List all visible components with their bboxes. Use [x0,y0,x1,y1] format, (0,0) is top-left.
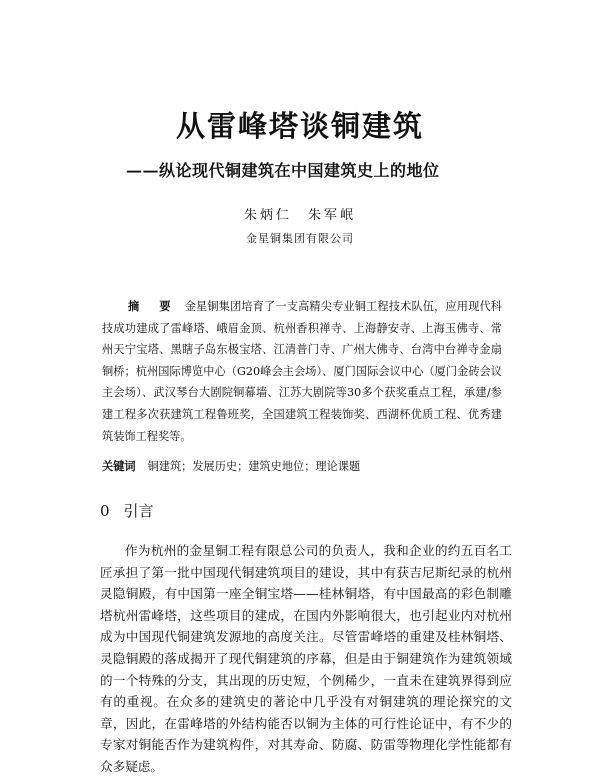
keywords-text: 铜建筑；发展历史；建筑史地位；理论课题 [147,460,361,473]
section-heading [100,500,400,521]
section-title: 引言 [123,502,154,520]
author-names: 朱炳仁 朱军岷 [243,208,356,223]
body-paragraph: 作为杭州的金星铜工程有限总公司的负责人，我和企业的约五百名工匠承担了第一批中国现代铜建筑项目的建设，其中有获吉尼斯纪录的杭州灵隐铜殿，有中国第一座全铜宝塔——桂林铜塔，有中国最高的彩色制雕塔杭州雷峰塔，这些项目的建成，在国内外影响很大，也引起业内对杭州成为中国现代铜建筑发源地的高度关注。尽管雷峰塔的重建及桂林铜塔、灵隐铜殿的落成揭开了现代铜建筑的序幕，但是由于铜建筑作为建筑领域的一个特殊的分支，其出现的历史短，个例稀少，一直未在建筑界得到应有的重视。在众多的建筑史的著论中几乎没有对铜建筑的理论探究的文章，因此，在雷峰塔的外结构能否以铜为主体的可行性论证中，有不少的专家对铜能否作为建筑构件，对其寿命、防腐、防雷等物理化学性能都有众多疑虑。 [100,543,512,774]
section-number: 0 [100,502,110,520]
abstract [102,296,502,447]
keywords [102,458,522,474]
keywords-label: 关键词 [102,459,136,473]
abstract-text: 金星铜集团培育了一支高精尖专业铜工程技术队伍，应用现代科技成功建成了雷峰塔、峨眉金顶、杭州香积禅寺、上海静安寺、上海玉佛寺、常州天宁宝塔、黑瞎子岛东极宝塔、江清普门寺、广州大佛寺、台湾中台禅寺金扇铜桥；杭州国际博览中心（G20峰会主会场）、厦门国际会议中心（厦门金砖会议主会场）、武汉琴台大剧院铜幕墙、江苏大剧院等30多个获奖重点工程，承建/参建工程多次获建筑工程鲁班奖，全国建筑工程装饰奖、西湖杯优质工程、优秀建筑装饰工程奖等。 [102,300,502,443]
abstract-label: 摘 要 [128,299,179,313]
paper-subtitle: ——纵论现代铜建筑在中国建筑史上的地位 [126,161,440,180]
paper-title: 从雷峰塔谈铜建筑 [175,109,424,143]
author-affiliation: 金星铜集团有限公司 [246,232,354,245]
